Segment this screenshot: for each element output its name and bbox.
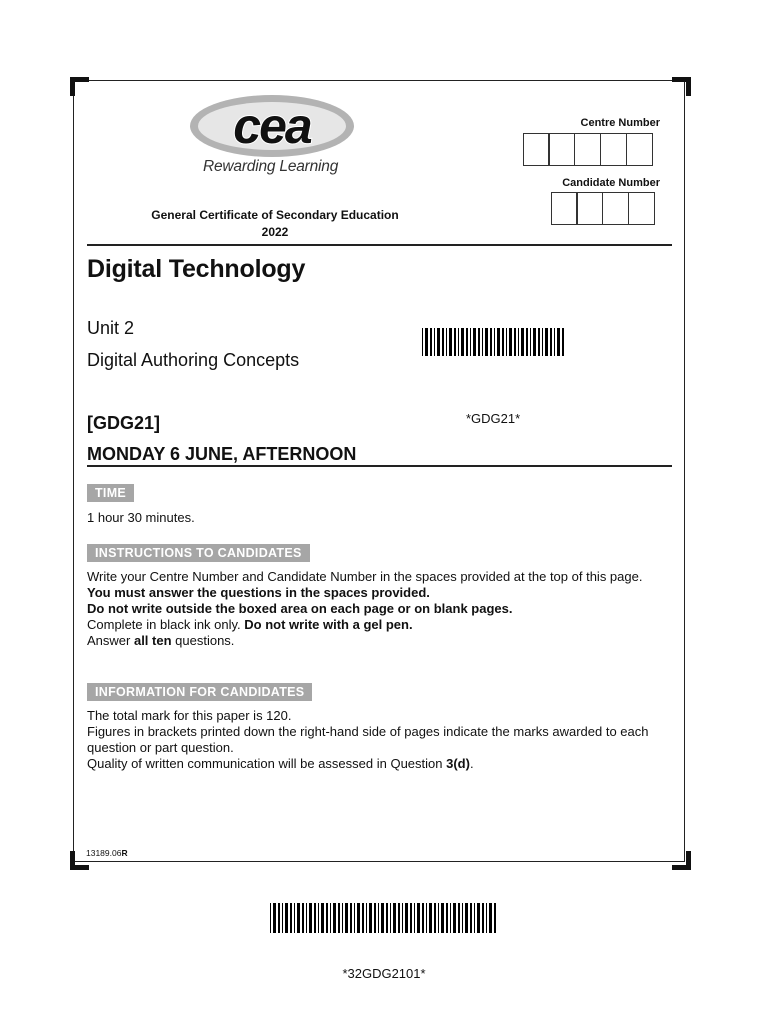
barcode-bar (446, 903, 448, 933)
barcode-bar (270, 903, 271, 933)
barcode-bar (282, 903, 283, 933)
barcode-bar (354, 903, 355, 933)
barcode-bar (290, 903, 292, 933)
barcode-bar (321, 903, 324, 933)
barcode-bar (521, 328, 524, 356)
barcode-bar (350, 903, 352, 933)
barcode-bar (458, 328, 459, 356)
barcode-bar (453, 903, 456, 933)
barcode-bar (393, 903, 396, 933)
barcode-bar (482, 903, 484, 933)
paper-code: [GDG21] (87, 413, 161, 433)
barcode-bar (514, 328, 516, 356)
page-barcode (270, 903, 498, 933)
instruction-line (87, 633, 667, 649)
instruction-text: Answer (87, 633, 134, 648)
divider (87, 244, 672, 246)
paper-reference-suffix: R (121, 848, 128, 858)
candidate-number-boxes[interactable] (552, 192, 655, 225)
barcode-bar (557, 328, 560, 356)
barcode-bar (366, 903, 367, 933)
barcode-bar (273, 903, 276, 933)
barcode-bar (434, 903, 436, 933)
barcode-bar (381, 903, 384, 933)
paper-barcode-text: *GDG21* (466, 411, 521, 426)
barcode-bar (438, 903, 439, 933)
exam-year: 2022 (261, 225, 289, 239)
barcode-bar (326, 903, 328, 933)
paper-barcode (422, 328, 568, 356)
barcode-bar (338, 903, 340, 933)
paper-reference (86, 848, 128, 858)
barcode-bar (429, 903, 432, 933)
centre-number-digit-box[interactable] (523, 133, 550, 166)
barcode-bar (306, 903, 307, 933)
barcode-bar (386, 903, 388, 933)
exam-session: MONDAY 6 JUNE, AFTERNOON (87, 444, 357, 464)
barcode-bar (414, 903, 415, 933)
instructions-heading: INSTRUCTIONS TO CANDIDATES (87, 544, 310, 562)
instructions-text (87, 569, 667, 649)
barcode-bar (506, 328, 507, 356)
subject-title: Digital Technology (87, 255, 306, 283)
barcode-bar (533, 328, 536, 356)
barcode-bar (542, 328, 543, 356)
candidate-number-digit-box[interactable] (602, 192, 629, 225)
barcode-bar (285, 903, 288, 933)
barcode-bar (297, 903, 300, 933)
centre-number-digit-box[interactable] (600, 133, 627, 166)
instruction-line: You must answer the questions in the spaces provided. (87, 585, 430, 600)
unit-number: Unit 2 (87, 318, 135, 338)
instruction-emphasis: all ten (133, 633, 172, 648)
qualification-name: General Certificate of Secondary Education (151, 208, 399, 222)
barcode-bar (482, 328, 483, 356)
divider (87, 465, 672, 467)
barcode-bar (474, 903, 475, 933)
corner-mark-top-right (672, 77, 691, 96)
barcode-bar (422, 328, 423, 356)
unit-title: Digital Authoring Concepts (87, 350, 300, 370)
instruction-line: Do not write outside the boxed area on each page or on blank pages. (87, 601, 513, 616)
barcode-bar (470, 328, 471, 356)
candidate-number-label: Candidate Number (562, 177, 660, 189)
barcode-bar (369, 903, 372, 933)
barcode-bar (342, 903, 343, 933)
barcode-bar (314, 903, 316, 933)
information-line (87, 756, 667, 772)
barcode-bar (526, 328, 528, 356)
information-text (87, 708, 667, 772)
barcode-bar (405, 903, 408, 933)
barcode-bar (422, 903, 424, 933)
barcode-bar (497, 328, 500, 356)
barcode-bar (417, 903, 420, 933)
centre-number-boxes[interactable] (524, 133, 653, 166)
page-barcode-text: *32GDG2101* (342, 966, 426, 981)
barcode-bar (330, 903, 331, 933)
barcode-bar (509, 328, 512, 356)
information-line: The total mark for this paper is 120. (87, 708, 292, 723)
barcode-bar (530, 328, 531, 356)
barcode-bar (390, 903, 391, 933)
barcode-bar (374, 903, 376, 933)
barcode-bar (458, 903, 460, 933)
barcode-bar (441, 903, 444, 933)
barcode-bar (333, 903, 336, 933)
barcode-bar (486, 903, 487, 933)
barcode-bar (302, 903, 304, 933)
barcode-bar (430, 328, 432, 356)
barcode-bar (318, 903, 319, 933)
centre-number-digit-box[interactable] (574, 133, 601, 166)
barcode-bar (518, 328, 519, 356)
barcode-bar (473, 328, 476, 356)
barcode-bar (490, 328, 492, 356)
instruction-text: Complete in black ink only. (87, 617, 245, 632)
barcode-bar (538, 328, 540, 356)
barcode-bar (554, 328, 555, 356)
qualification (130, 207, 420, 241)
barcode-bar (402, 903, 403, 933)
barcode-bar (454, 328, 456, 356)
barcode-bar (437, 328, 440, 356)
svg-text:cea: cea (233, 98, 311, 154)
barcode-bar (450, 903, 451, 933)
time-text (87, 510, 667, 526)
barcode-bar (461, 328, 464, 356)
barcode-bar (466, 328, 468, 356)
barcode-bar (494, 328, 495, 356)
barcode-bar (485, 328, 488, 356)
candidate-number-digit-box[interactable] (551, 192, 578, 225)
instruction-line (87, 617, 667, 633)
barcode-bar (362, 903, 364, 933)
barcode-bar (294, 903, 295, 933)
information-text: . (469, 756, 474, 771)
barcode-bar (378, 903, 379, 933)
time-heading: TIME (87, 484, 134, 502)
corner-mark-top-left (70, 77, 89, 96)
barcode-bar (449, 328, 452, 356)
barcode-bar (278, 903, 280, 933)
barcode-bar (562, 328, 564, 356)
corner-mark-bottom-right (672, 851, 691, 870)
information-line: Figures in brackets printed down the right-hand side of pages indicate the marks awarded to each question or part question. (87, 724, 649, 755)
barcode-bar (398, 903, 400, 933)
barcode-bar (309, 903, 312, 933)
barcode-bar (550, 328, 552, 356)
time-duration: 1 hour 30 minutes. (87, 510, 195, 525)
barcode-bar (410, 903, 412, 933)
barcode-bar (426, 903, 427, 933)
candidate-number-digit-box[interactable] (628, 192, 655, 225)
centre-number-digit-box[interactable] (626, 133, 653, 166)
information-heading: INFORMATION FOR CANDIDATES (87, 683, 312, 701)
barcode-bar (442, 328, 444, 356)
instruction-line: Write your Centre Number and Candidate Number in the spaces provided at the top of this page. (87, 569, 643, 584)
barcode-bar (478, 328, 480, 356)
barcode-bar (545, 328, 548, 356)
barcode-bar (502, 328, 504, 356)
barcode-bar (462, 903, 463, 933)
barcode-bar (446, 328, 447, 356)
instruction-emphasis: Do not write with a gel pen. (244, 617, 413, 632)
information-text: Quality of written communication will be assessed in Question (87, 756, 447, 771)
barcode-bar (345, 903, 348, 933)
barcode-bar (465, 903, 468, 933)
barcode-bar (489, 903, 492, 933)
barcode-bar (477, 903, 480, 933)
barcode-bar (425, 328, 428, 356)
information-emphasis: 3(d) (446, 756, 470, 771)
instruction-text: questions. (171, 633, 235, 648)
barcode-bar (494, 903, 496, 933)
centre-number-label: Centre Number (580, 117, 660, 129)
barcode-bar (357, 903, 360, 933)
centre-number-digit-box[interactable] (548, 133, 575, 166)
barcode-bar (470, 903, 472, 933)
barcode-bar (434, 328, 435, 356)
paper-reference-number: 13189.06 (86, 848, 122, 858)
candidate-number-digit-box[interactable] (576, 192, 603, 225)
tagline: Rewarding Learning (203, 158, 339, 175)
